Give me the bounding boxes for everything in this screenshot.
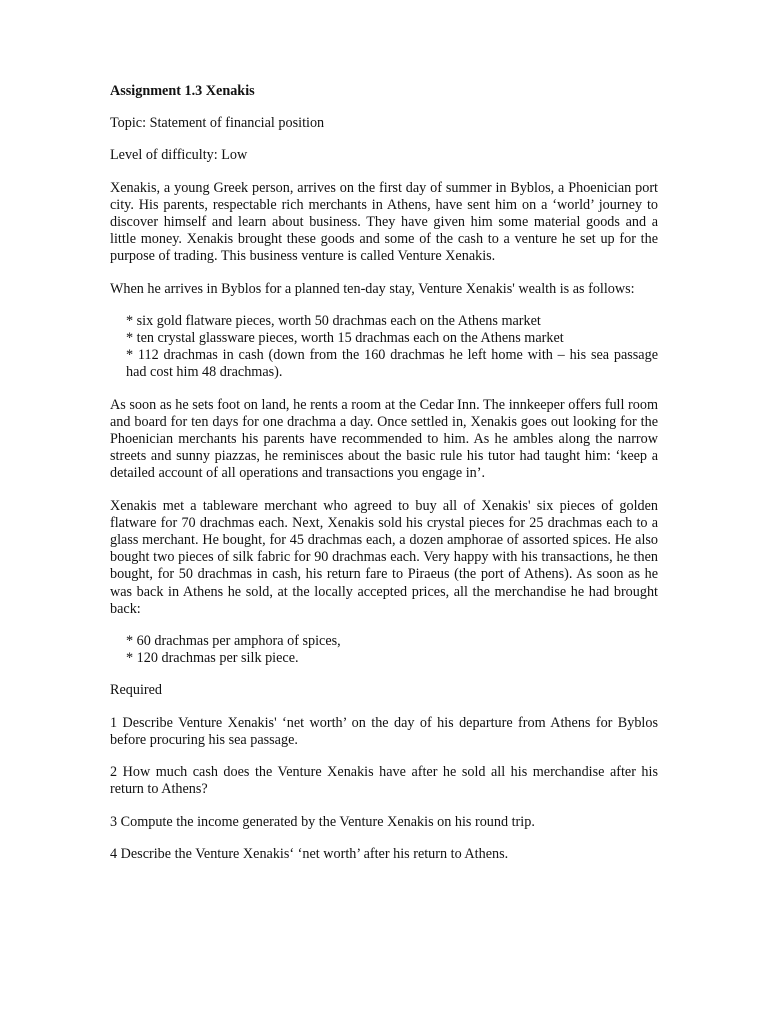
topic-line: Topic: Statement of financial position <box>110 115 325 132</box>
difficulty-line: Level of difficulty: Low <box>110 147 248 164</box>
wealth-list <box>110 313 658 382</box>
wealth-item: * ten crystal glassware pieces, worth 15 drachmas each on the Athens market <box>126 330 564 347</box>
question-1: 1 Describe Venture Xenakis' ‘net worth’ on the day of his departure from Athens for Byblos before procuring his sea passage. <box>110 714 658 748</box>
trades-paragraph: Xenakis met a tableware merchant who agreed to buy all of Xenakis' six pieces of golden flatware for 70 drachmas each. Next, Xenakis sold his crystal pieces for 25 drachmas each to a glass merchant. He bought, for 45 drachmas each, a dozen amphorae of assorted spices. He also bought two pieces of silk fabric for 90 drachmas each. Very happy with his transactions, he then bought, for 50 drachmas in cash, his return fare to Piraeus (the port of Athens). As soon as he was back in Athens he sold, at the locally accepted prices, all the merchandise he had brought back: <box>110 497 658 617</box>
required-heading: Required <box>110 682 163 699</box>
wealth-item: * six gold flatware pieces, worth 50 drachmas each on the Athens market <box>126 312 541 329</box>
arrival-paragraph: When he arrives in Byblos for a planned ten-day stay, Venture Xenakis' wealth is as follows: <box>110 280 635 297</box>
question-3: 3 Compute the income generated by the Venture Xenakis on his round trip. <box>110 813 535 830</box>
sale-price-item: * 60 drachmas per amphora of spices, <box>126 633 341 650</box>
inn-paragraph: As soon as he sets foot on land, he rents a room at the Cedar Inn. The innkeeper offers full room and board for ten days for one drachma a day. Once settled in, Xenakis goes out looking for the Phoenician merchants his parents have recommended to him. As he ambles along the narrow streets and sunny piazzas, he reminisces about the basic rule his tutor had taught him: ‘keep a detailed account of all operations and transactions you engage in’. <box>110 396 658 482</box>
question-4: 4 Describe the Venture Xenakis‘ ‘net worth’ after his return to Athens. <box>110 845 509 862</box>
question-2: 2 How much cash does the Venture Xenakis have after he sold all his merchandise after his return to Athens? <box>110 764 658 798</box>
document-page <box>110 83 658 878</box>
sale-price-item: * 120 drachmas per silk piece. <box>126 650 299 667</box>
assignment-title: Assignment 1.3 Xenakis <box>110 83 255 99</box>
sale-price-list <box>110 633 658 667</box>
intro-paragraph: Xenakis, a young Greek person, arrives on the first day of summer in Byblos, a Phoenician port city. His parents, respectable rich merchants in Athens, have sent him on a ‘world’ journey to discover himself and learn about business. They have given him some material goods and a little money. Xenakis brought these goods and some of the cash to a venture he set up for the purpose of trading. This business venture is called Venture Xenakis. <box>110 179 658 265</box>
wealth-item: * 112 drachmas in cash (down from the 160 drachmas he left home with – his sea passage had cost him 48 drachmas). <box>126 347 658 381</box>
